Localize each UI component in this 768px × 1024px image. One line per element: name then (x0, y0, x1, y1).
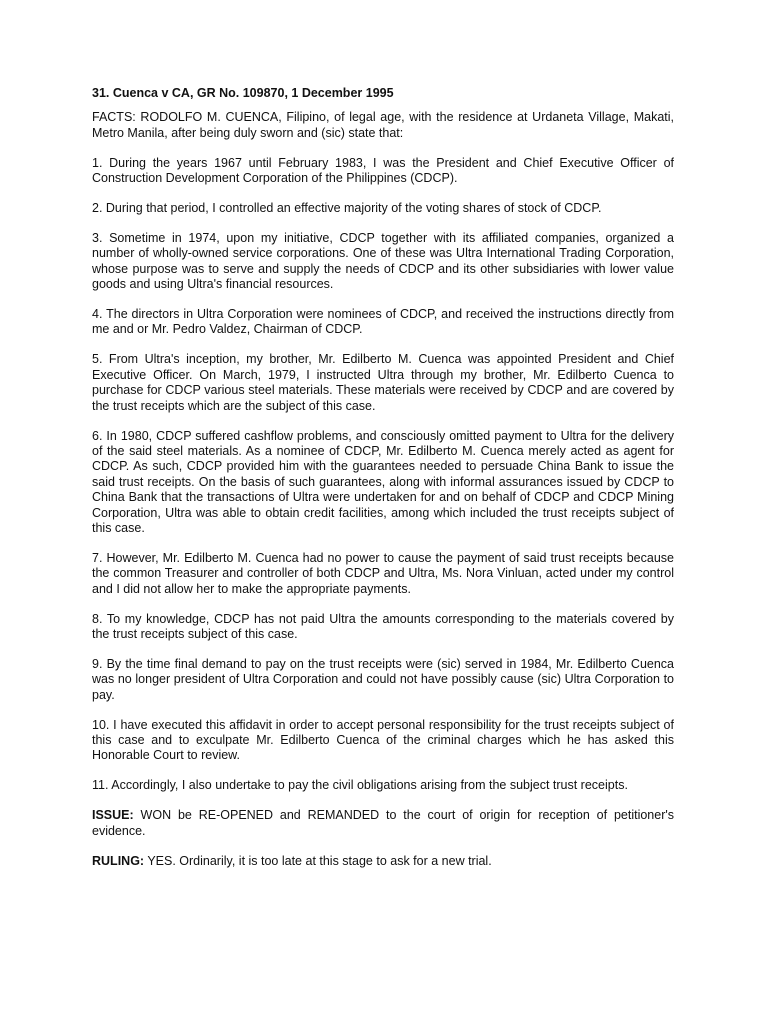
document-page (92, 86, 674, 883)
affidavit-paragraph-3: 3. Sometime in 1974, upon my initiative, CDCP together with its affiliated companies, organized a number of wholly-owned service corporations. One of these was Ultra International Trading Corporation, whose purpose was to serve and supply the needs of CDCP and its other subsidiaries with lower value goods and using Ultra's financial resources. (92, 230, 674, 292)
affidavit-paragraph-5: 5. From Ultra's inception, my brother, Mr. Edilberto M. Cuenca was appointed President and Chief Executive Officer. On March, 1979, I instructed Ultra through my brother, Mr. Edilberto Cuenca to purchase for CDCP various steel materials. These materials were received by CDCP and are covered by the trust receipts which are the subject of this case. (92, 352, 674, 413)
affidavit-paragraph-1: 1. During the years 1967 until February 1983, I was the President and Chief Executive Officer of Construction Development Corporation of the Philippines (CDCP). (92, 155, 674, 186)
affidavit-paragraph-2: 2. During that period, I controlled an effective majority of the voting shares of stock of CDCP. (92, 201, 602, 216)
issue-paragraph (92, 808, 674, 839)
affidavit-paragraph-10: 10. I have executed this affidavit in order to accept personal responsibility for the trust receipts subject of this case and to exculpate Mr. Edilberto Cuenca of the criminal charges which he has asked this Honorable Court to review. (92, 717, 674, 763)
affidavit-paragraph-8: 8. To my knowledge, CDCP has not paid Ultra the amounts corresponding to the materials covered by the trust receipts subject of this case. (92, 611, 674, 641)
affidavit-paragraph-7: 7. However, Mr. Edilberto M. Cuenca had no power to cause the payment of said trust receipts because the common Treasurer and controller of both CDCP and Ultra, Ms. Nora Vinluan, acted under my control and I did not allow her to make the appropriate payments. (92, 550, 674, 596)
affidavit-paragraph-9: 9. By the time final demand to pay on the trust receipts were (sic) served in 1984, Mr. Edilberto Cuenca was no longer president of Ultra Corporation and could not have possibly cause (sic) Ultra Corporation to pay. (92, 656, 674, 702)
case-title: 31. Cuenca v CA, GR No. 109870, 1 December 1995 (92, 86, 394, 100)
facts-paragraph: FACTS: RODOLFO M. CUENCA, Filipino, of legal age, with the residence at Urdaneta Village, Makati, Metro Manila, after being duly sworn and (sic) state that: (92, 110, 674, 140)
affidavit-paragraph-4: 4. The directors in Ultra Corporation were nominees of CDCP, and received the instructions directly from me and or Mr. Pedro Valdez, Chairman of CDCP. (92, 307, 674, 337)
affidavit-paragraph-11: 11. Accordingly, I also undertake to pay the civil obligations arising from the subject trust receipts. (92, 778, 628, 793)
ruling-paragraph (92, 854, 674, 869)
ruling-label: RULING: (92, 853, 145, 868)
issue-text: WON be RE-OPENED and REMANDED to the court of origin for reception of petitioner's evidence. (92, 808, 674, 838)
affidavit-paragraph-6: 6. In 1980, CDCP suffered cashflow problems, and consciously omitted payment to Ultra for the delivery of the said steel materials. As a nominee of CDCP, Mr. Edilberto M. Cuenca merely acted as agent for CDCP. As such, CDCP provided him with the guarantees needed to persuade China Bank to issue the said trust receipts. On the basis of such guarantees, along with informal assurances issued by CDCP to China Bank that the transactions of Ultra were undertaken for and on behalf of CDCP and CDCP Mining Corporation, Ultra was able to obtain credit facilities, among which included the trust receipts subject of this case. (92, 428, 674, 535)
ruling-text: YES. Ordinarily, it is too late at this stage to ask for a new trial. (144, 853, 492, 868)
issue-label: ISSUE: (92, 808, 134, 823)
